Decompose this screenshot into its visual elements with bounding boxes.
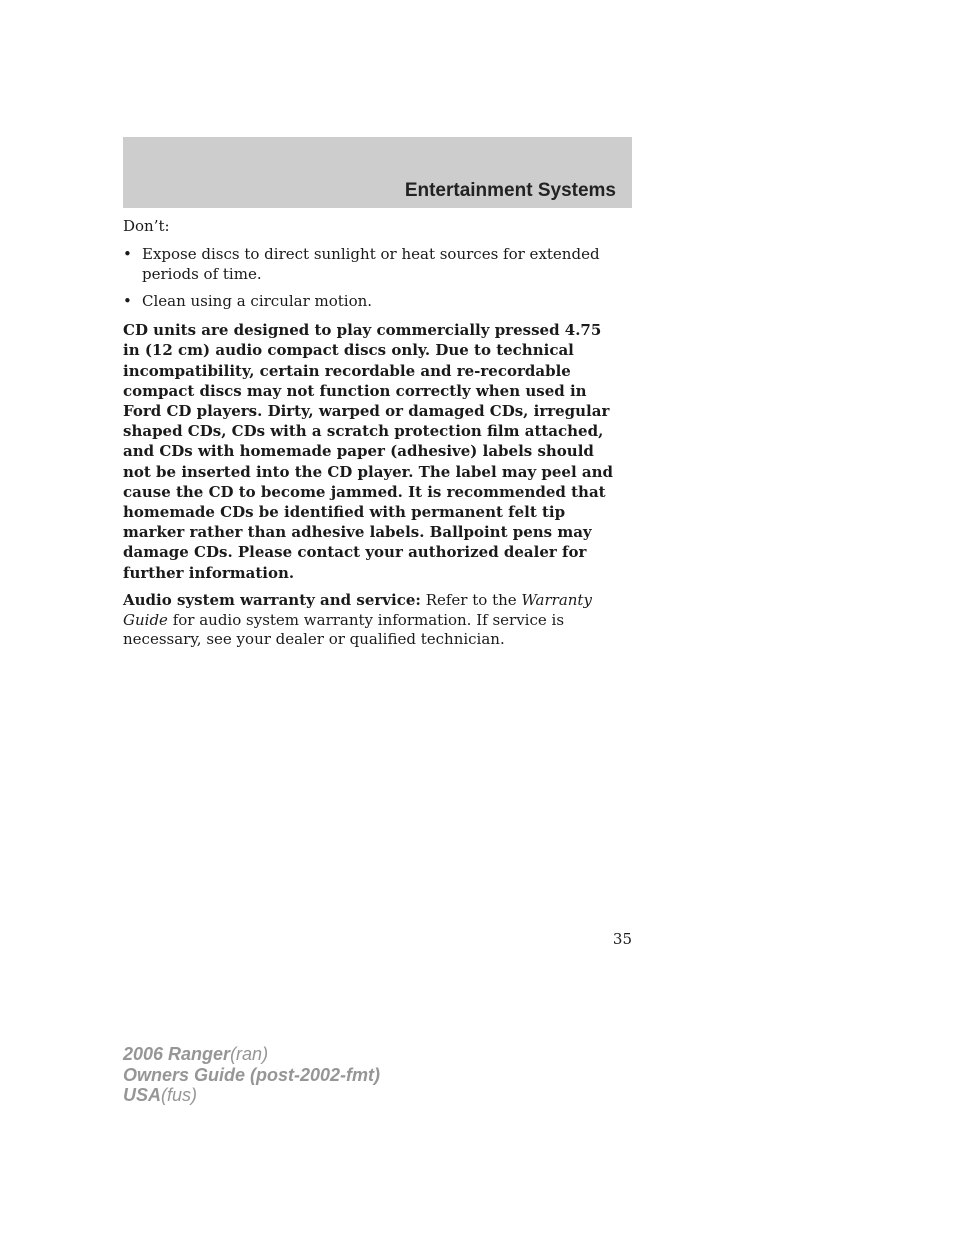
warranty-guide-reference: Warranty Guide: [123, 590, 592, 629]
footer-market: USA: [123, 1085, 162, 1105]
page-number: 35: [612, 930, 632, 948]
warranty-text-before: Refer to the: [425, 590, 517, 609]
bullet-icon: •: [123, 244, 132, 263]
footer-line-2: [123, 1065, 380, 1086]
bullet-text: Clean using a circular motion.: [142, 292, 373, 311]
section-header-bar: [123, 137, 632, 208]
warranty-paragraph: [123, 591, 623, 650]
warranty-text-after: for audio system warranty information. If service is necessary, see your dealer or qualified technician.: [123, 610, 565, 649]
footer-guide-name: Owners Guide (post-2002-fmt): [123, 1064, 381, 1085]
bullet-item: [123, 292, 623, 312]
cd-notice-paragraph: CD units are designed to play commercially pressed 4.75 in (12 cm) audio compact discs only. Due to technical incompatibility, certain recordable and re-recordable compact discs may not function correctly when used in Ford CD players. Dirty, warped or damaged CDs, irregular shaped CDs, CDs with a scratch protection film attached, and CDs with homemade paper (adhesive) labels should not be inserted into the CD player. The label may peel and cause the CD to become jammed. It is recommended that homemade CDs be identified with permanent felt tip marker rather than adhesive labels. Ballpoint pens may damage CDs. Please contact your authorized dealer for further information.: [123, 321, 613, 582]
footer-line-3: [123, 1085, 380, 1106]
footer-market-code: (fus): [161, 1085, 198, 1105]
footer-model-code: (ran): [230, 1044, 269, 1064]
footer-model: 2006 Ranger: [123, 1044, 231, 1064]
bullet-item: [123, 245, 623, 285]
warranty-heading: Audio system warranty and service:: [123, 590, 421, 609]
page-body: [123, 217, 623, 658]
bullet-text: Expose discs to direct sunlight or heat sources for extended periods of time.: [142, 244, 600, 283]
document-footer: [123, 1044, 380, 1106]
dont-label: Don’t:: [123, 217, 170, 235]
section-title: Entertainment Systems: [404, 180, 616, 201]
footer-line-1: [123, 1044, 380, 1065]
bullet-icon: •: [123, 292, 132, 311]
